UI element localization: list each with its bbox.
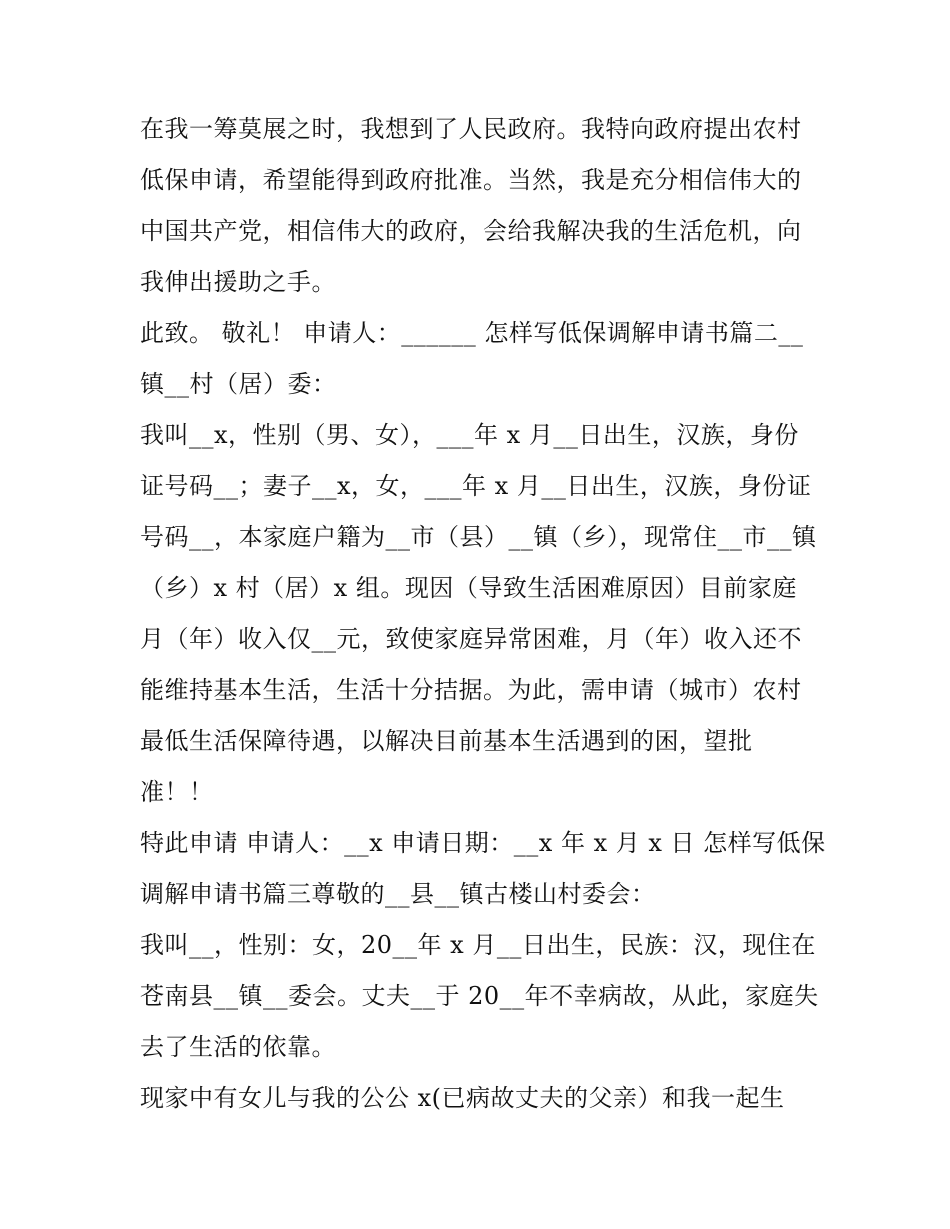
text-line: （乡）x 村（居）x 组。现因（导致生活困难原因）目前家庭 [140, 574, 797, 602]
document-body [140, 104, 826, 1124]
text-line: 证号码__；妻子__x，女，___年 x 月__日出生，汉族，身份证 [140, 472, 812, 500]
text-line: 镇__村（居）委： [140, 370, 337, 398]
text-line: 号码__，本家庭户籍为__市（县）__镇（乡），现常住__市__镇 [140, 523, 817, 551]
text-line: 能维持基本生活，生活十分拮据。为此，需申请（城市）农村 [140, 676, 802, 704]
text-line: 苍南县__镇__委会。丈夫__于 20__年不幸病故，从此，家庭失 [140, 982, 819, 1010]
text-line: 我叫__x，性别（男、女），___年 x 月__日出生，汉族，身份 [140, 421, 799, 449]
text-line: 特此申请 申请人：__x 申请日期：__x 年 x 月 x 日 怎样写低保 [140, 829, 826, 857]
text-line: 准！！ [140, 778, 214, 806]
text-line: 我叫__，性别：女，20__年 x 月__日出生，民族：汉，现住在 [140, 931, 816, 959]
text-line: 我伸出援助之手。 [140, 268, 336, 296]
text-line: 中国共产党，相信伟大的政府，会给我解决我的生活危机，向 [140, 217, 802, 245]
text-line: 此致。 敬礼！ 申请人：______ 怎样写低保调解申请书篇二__ [140, 319, 804, 347]
text-line: 调解申请书篇三尊敬的__县__镇古楼山村委会： [140, 880, 656, 908]
text-line: 低保申请，希望能得到政府批准。当然，我是充分相信伟大的 [140, 166, 802, 194]
text-line: 去了生活的依靠。 [140, 1033, 336, 1061]
text-line: 现家中有女儿与我的公公 x(已病故丈夫的父亲）和我一起生 [140, 1084, 785, 1112]
text-line: 在我一筹莫展之时，我想到了人民政府。我特向政府提出农村 [140, 115, 802, 143]
text-line: 月（年）收入仅__元，致使家庭异常困难，月（年）收入还不 [140, 625, 802, 653]
text-line: 最低生活保障待遇，以解决目前基本生活遇到的困，望批 [140, 727, 753, 755]
